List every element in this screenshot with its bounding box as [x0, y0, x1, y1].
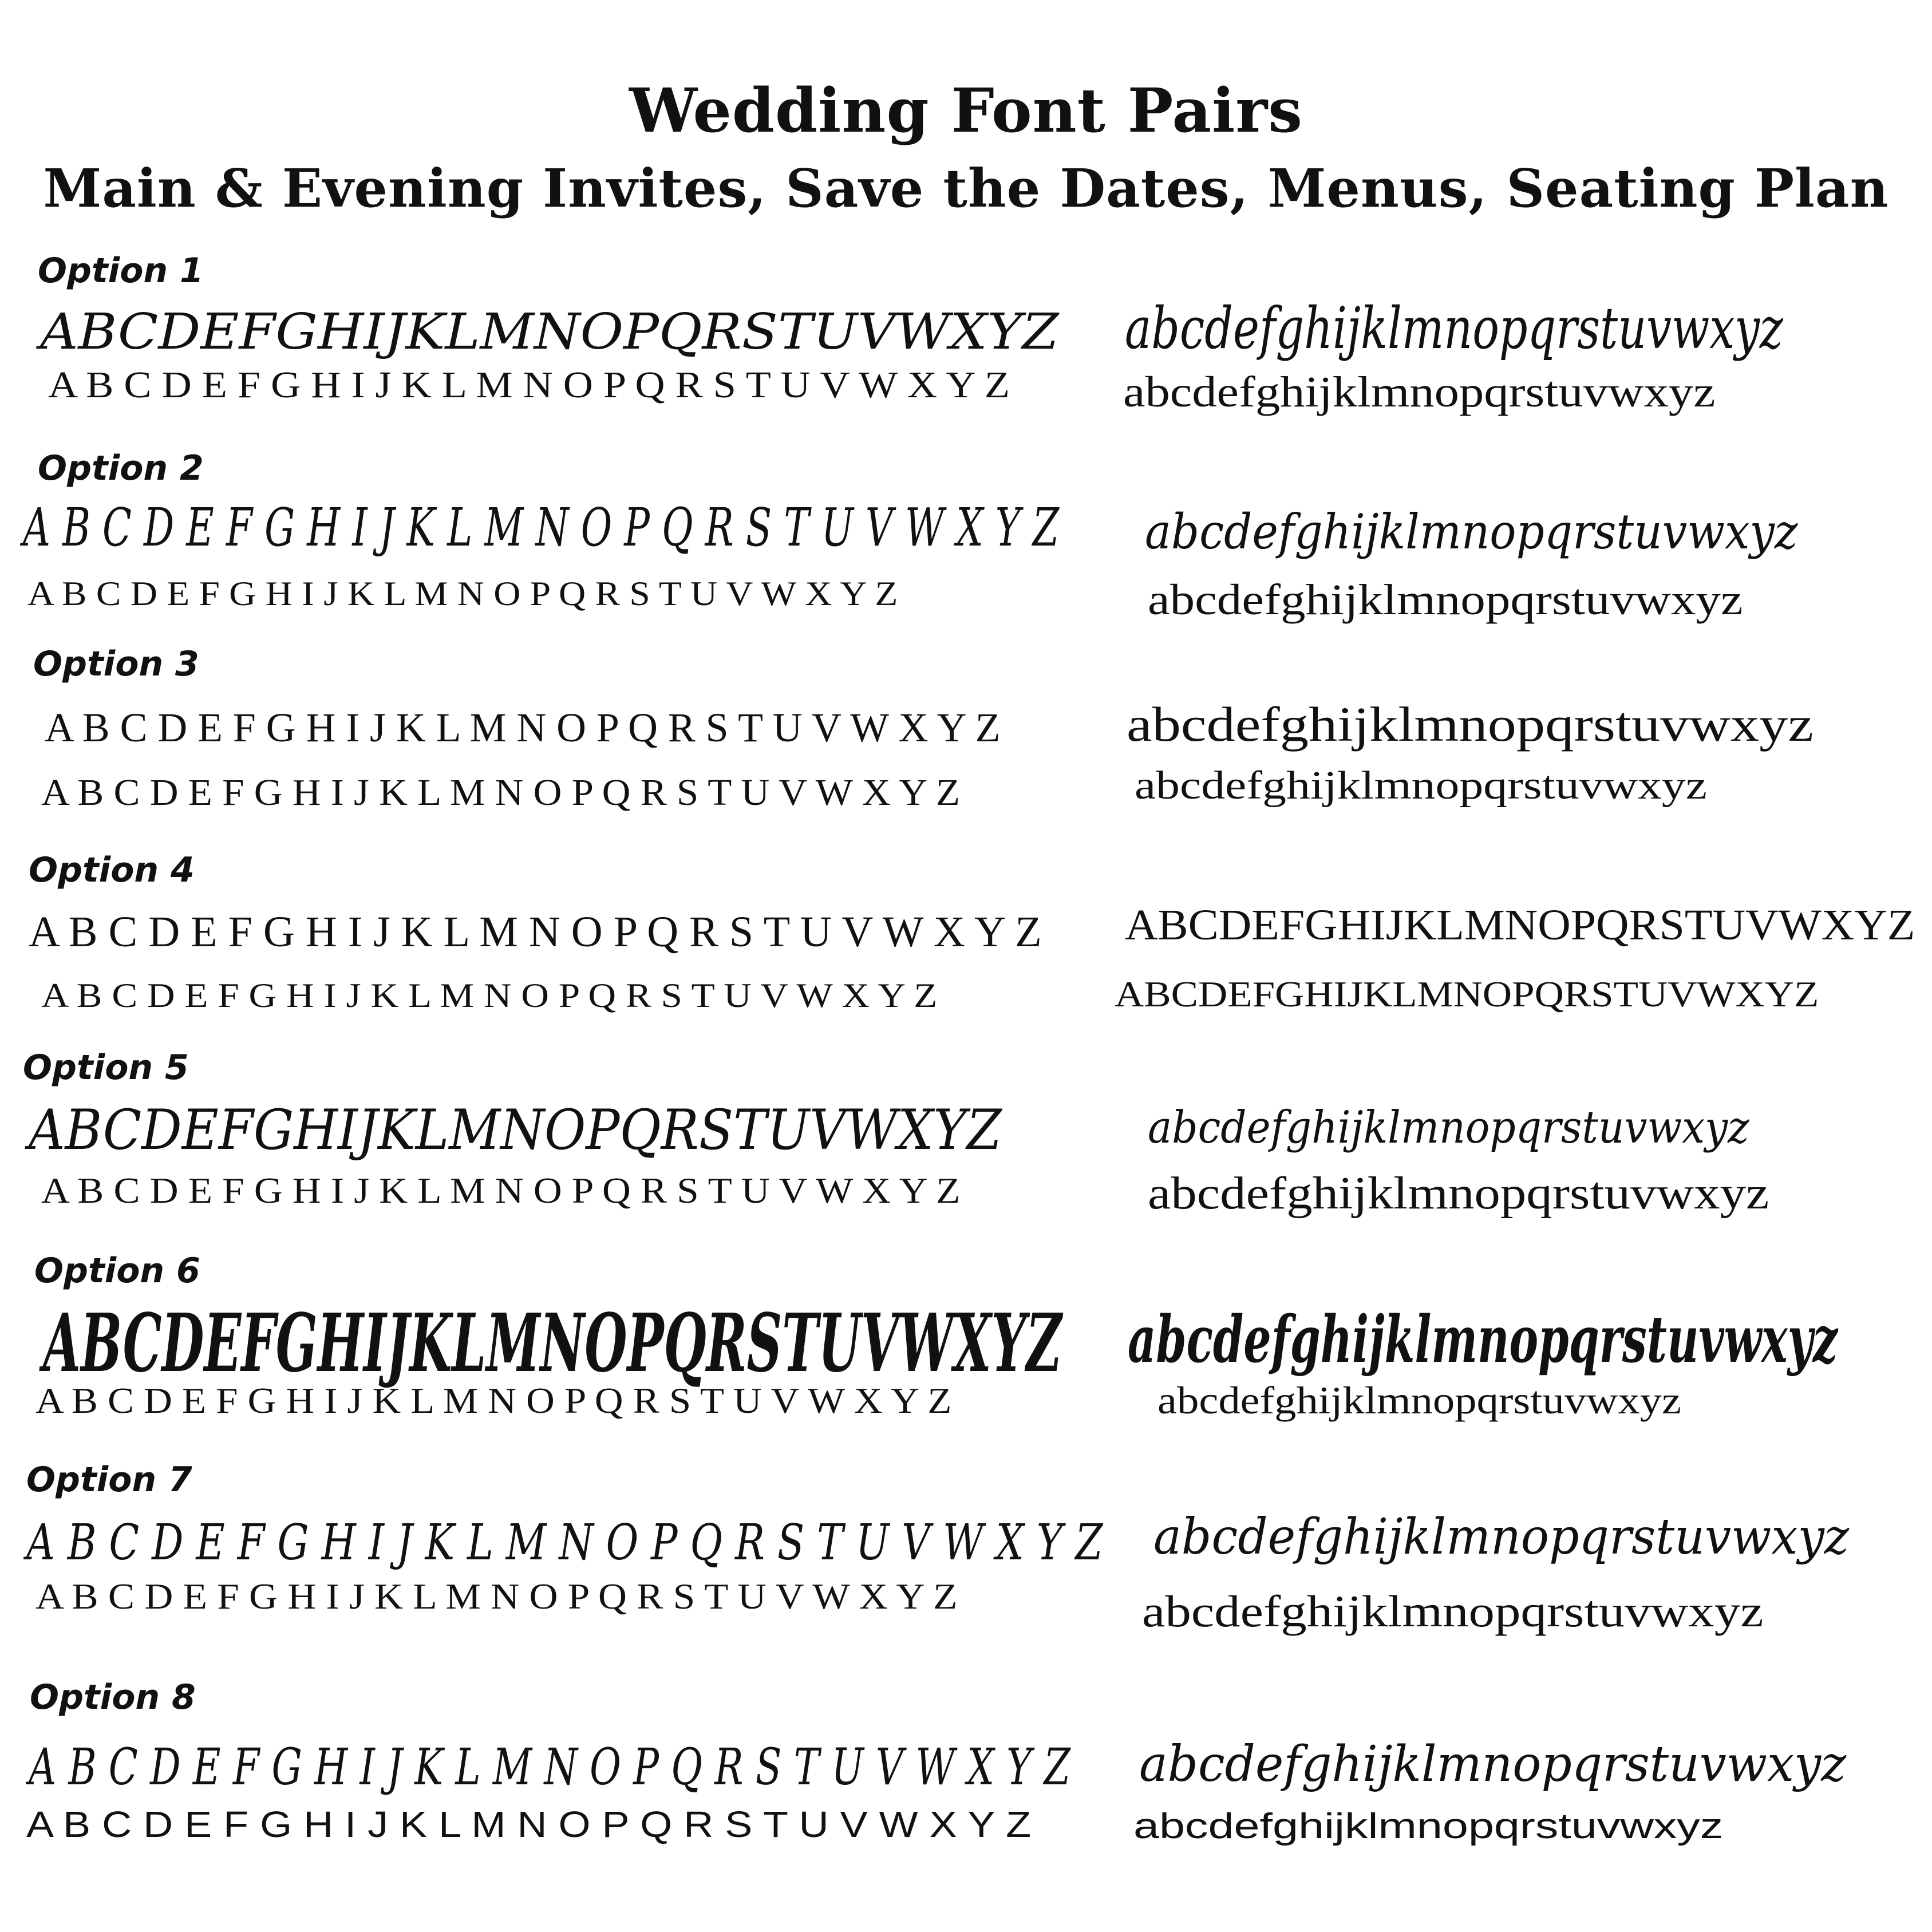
option-4-uppercase-plain: A B C D E F G H I J K L M N O P Q R S T U V W X Y Z	[41, 977, 938, 1014]
option-1-label: Option 1	[38, 251, 204, 291]
option-6-label: Option 6	[34, 1251, 200, 1291]
option-4-label: Option 4	[29, 850, 195, 890]
option-8-lowercase-plain: abcdefghijklmnopqrstuvwxyz	[1133, 1807, 1724, 1846]
option-3-lowercase-plain: abcdefghijklmnopqrstuvwxyz	[1135, 764, 1707, 808]
option-5-uppercase-script: ABCDEFGHIJKLMNOPQRSTUVWXYZ	[29, 1098, 1002, 1162]
option-6-uppercase-plain: A B C D E F G H I J K L M N O P Q R S T U V W X Y Z	[35, 1380, 952, 1421]
option-3-label: Option 3	[33, 644, 199, 684]
option-2-lowercase-plain: abcdefghijklmnopqrstuvwxyz	[1148, 576, 1743, 624]
option-7-uppercase-script: A B C D E F G H I J K L M N O P Q R S T U V W X Y Z	[26, 1514, 1103, 1571]
option-2-label: Option 2	[38, 448, 204, 488]
option-5-lowercase-plain: abcdefghijklmnopqrstuvwxyz	[1148, 1168, 1769, 1219]
page-subtitle: Main & Evening Invites, Save the Dates, Menus, Seating Plan	[43, 157, 1889, 219]
page-title: Wedding Font Pairs	[629, 74, 1303, 146]
option-4-capitals-small: ABCDEFGHIJKLMNOPQRSTUVWXYZ	[1115, 974, 1819, 1014]
option-2-uppercase-plain: A B C D E F G H I J K L M N O P Q R S T U V W X Y Z	[27, 575, 898, 613]
option-2-lowercase-script: abcdefghijklmnopqrstuvwxyz	[1145, 504, 1798, 560]
option-1-uppercase-plain: A B C D E F G H I J K L M N O P Q R S T U V W X Y Z	[48, 364, 1010, 406]
option-1-lowercase-plain: abcdefghijklmnopqrstuvwxyz	[1123, 368, 1716, 416]
option-7-lowercase-plain: abcdefghijklmnopqrstuvwxyz	[1142, 1586, 1764, 1636]
option-1-uppercase-script: ABCDEFGHIJKLMNOPQRSTUVWXYZ	[40, 303, 1059, 361]
option-3-uppercase-plain: A B C D E F G H I J K L M N O P Q R S T U V W X Y Z	[41, 772, 960, 813]
option-8-label: Option 8	[30, 1677, 196, 1717]
option-8-uppercase-script: A B C D E F G H I J K L M N O P Q R S T U V W X Y Z	[29, 1737, 1070, 1796]
option-7-label: Option 7	[26, 1460, 192, 1500]
option-8-uppercase-plain: A B C D E F G H I J K L M N O P Q R S T U V W X Y Z	[26, 1804, 1032, 1845]
option-5-uppercase-plain: A B C D E F G H I J K L M N O P Q R S T U V W X Y Z	[41, 1170, 961, 1211]
option-4-capitals-large: ABCDEFGHIJKLMNOPQRSTUVWXYZ	[1125, 901, 1915, 949]
option-8-lowercase-script: abcdefghijklmnopqrstuvwxyz	[1139, 1736, 1847, 1793]
option-4-uppercase-display: A B C D E F G H I J K L M N O P Q R S T U V W X Y Z	[29, 908, 1042, 956]
option-7-uppercase-plain: A B C D E F G H I J K L M N O P Q R S T U V W X Y Z	[35, 1576, 958, 1617]
option-6-lowercase-script: abcdefghijklmnopqrstuvwxyz	[1128, 1302, 1838, 1377]
option-6-lowercase-plain: abcdefghijklmnopqrstuvwxyz	[1157, 1378, 1682, 1422]
option-3-uppercase-display: A B C D E F G H I J K L M N O P Q R S T U V W X Y Z	[45, 705, 1001, 750]
option-6-uppercase-script: ABCDEFGHIJKLMNOPQRSTUVWXYZ	[43, 1297, 1062, 1390]
option-7-lowercase-script: abcdefghijklmnopqrstuvwxyz	[1153, 1508, 1850, 1566]
option-5-label: Option 5	[23, 1048, 189, 1088]
option-2-uppercase-script: A B C D E F G H I J K L M N O P Q R S T U V W X Y Z	[23, 497, 1059, 558]
option-1-lowercase-script: abcdefghijklmnopqrstuvwxyz	[1125, 295, 1783, 362]
option-3-lowercase-display: abcdefghijklmnopqrstuvwxyz	[1127, 697, 1814, 752]
option-5-lowercase-script: abcdefghijklmnopqrstuvwxyz	[1148, 1102, 1749, 1153]
